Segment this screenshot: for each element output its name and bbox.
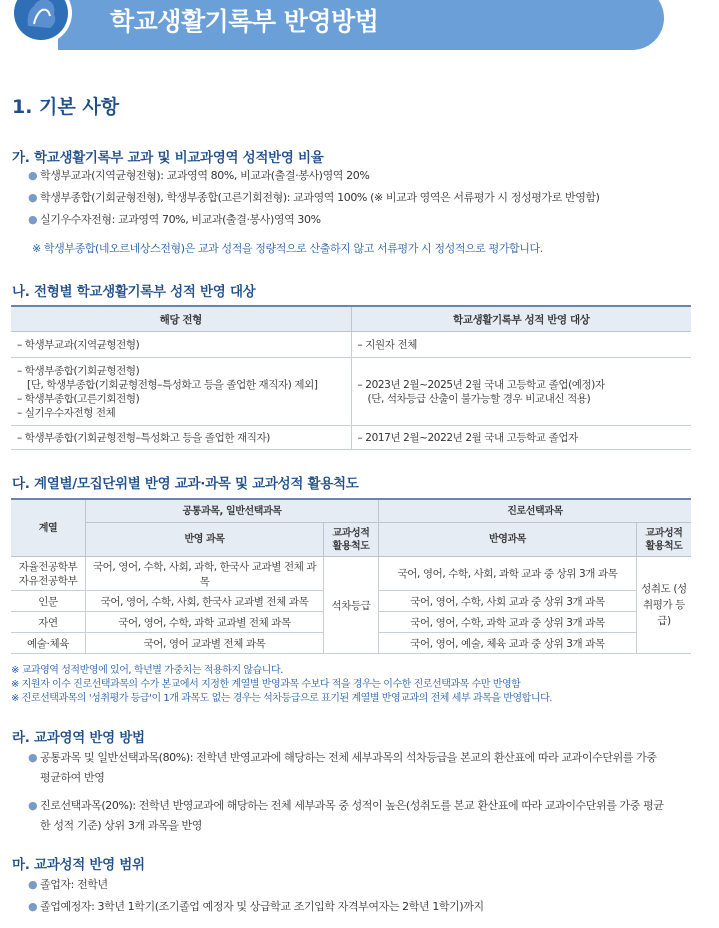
section-heading: 1. 기본 사항 bbox=[12, 96, 120, 118]
bullet-icon: ● bbox=[28, 900, 38, 913]
table-cell: 국어, 영어, 수학, 사회, 과학 교과 중 상위 3개 과목 bbox=[379, 557, 637, 591]
subsection-heading-e: 마. 교과성적 반영 범위 bbox=[12, 857, 145, 873]
column-group-header: 공통과목, 일반선택과목 bbox=[85, 499, 378, 523]
list-item: ● 진로선택과목(20%): 전학년 반영교과에 해당하는 전체 세부과목 중 성적이 높은(성취도를 본교 환산표에 따라 교과이수단위를 가중 평균한 성적 기준) 상위 3개 과목을 반영 bbox=[28, 796, 664, 836]
bullet-icon: ● bbox=[28, 191, 38, 204]
table-cell: 국어, 영어, 수학, 사회, 한국사 교과별 전체 과목 bbox=[85, 591, 323, 612]
list-item: ● 실기우수자전형: 교과영역 70%, 비교과(출결·봉사)영역 30% bbox=[28, 209, 600, 231]
list-item: ● 학생부종합(기회균형전형), 학생부종합(고른기회전형): 교과영역 100% (※ 비교과 영역은 서류평가 시 정성평가로 반영함) bbox=[28, 187, 600, 209]
table-cell: – 학생부종합(기회균형전형–특성화고 등을 졸업한 재직자) bbox=[11, 426, 351, 450]
bullet-icon: ● bbox=[28, 878, 38, 891]
list-item: ● 졸업예정자: 3학년 1학기(조기졸업 예정자 및 상급학교 조기입학 자격부여자는 2학년 1학기)까지 bbox=[28, 896, 484, 918]
scale-cell: 성취도 (성취평가 등급) bbox=[636, 557, 691, 654]
table-cell: – 지원자 전체 bbox=[351, 332, 691, 358]
bullet-icon: ● bbox=[28, 799, 38, 812]
table-row bbox=[11, 358, 691, 426]
note-text: ※ 진로선택과목의 '성취평가 등급'이 1개 과목도 없는 경우는 석차등급으로 표기된 계열별 반영교과의 전체 세부 과목을 반영합니다. bbox=[11, 693, 553, 704]
page-title: 학교생활기록부 반영방법 bbox=[110, 7, 379, 36]
column-header: 반영과목 bbox=[379, 523, 637, 557]
header-banner bbox=[0, 0, 719, 56]
scale-cell: 석차등급 bbox=[324, 557, 379, 654]
column-header: 교과성적 활용척도 bbox=[324, 523, 379, 557]
bullet-icon: ● bbox=[28, 751, 38, 764]
list-item: ● 공통과목 및 일반선택과목(80%): 전학년 반영교과에 해당하는 전체 세부과목의 석차등급을 본교의 환산표에 따라 교과이수단위를 가중 평균하여 반영 bbox=[28, 748, 664, 788]
table-header-row bbox=[11, 523, 691, 557]
subsection-heading-c: 다. 계열별/모집단위별 반영 교과·과목 및 교과성적 활용척도 bbox=[12, 476, 359, 492]
ratio-list bbox=[28, 165, 600, 231]
row-label: 자율전공학부 자유전공학부 bbox=[11, 557, 85, 591]
column-header: 해당 전형 bbox=[11, 306, 351, 332]
list-item: ● 졸업자: 전학년 bbox=[28, 874, 484, 896]
note-text: ※ 교과영역 성적반영에 있어, 학년별 가중치는 적용하지 않습니다. bbox=[11, 665, 283, 676]
note-text: ※ 지원자 이수 진로선택과목의 수가 본교에서 지정한 계열별 반영과목 수보다 적을 경우는 이수한 진로선택과목 수만 반영함 bbox=[11, 679, 521, 690]
bullet-icon: ● bbox=[28, 213, 38, 226]
table-header-row bbox=[11, 499, 691, 523]
row-label: 자연 bbox=[11, 612, 85, 633]
table-cell: – 학생부종합(기회균형전형) [단, 학생부종합(기회균형전형–특성화고 등을 졸업한 재직자) 제외] – 학생부종합(고른기회전형) – 실기우수자전형 전체 bbox=[11, 358, 351, 426]
target-table bbox=[11, 305, 691, 450]
method-list bbox=[28, 748, 664, 844]
column-group-header: 진로선택과목 bbox=[379, 499, 692, 523]
table-cell: 국어, 영어, 수학, 과학 교과별 전체 과목 bbox=[85, 612, 323, 633]
table-notes bbox=[11, 664, 552, 706]
table-cell: 국어, 영어, 예술, 체육 교과 중 상위 3개 과목 bbox=[379, 633, 637, 654]
subsection-heading-b: 나. 전형별 학교생활기록부 성적 반영 대상 bbox=[12, 284, 256, 300]
bullet-icon: ● bbox=[28, 169, 38, 182]
subsection-heading-a: 가. 학교생활기록부 교과 및 비교과영역 성적반영 비율 bbox=[12, 150, 324, 166]
subjects-table bbox=[11, 498, 691, 654]
table-row bbox=[11, 332, 691, 358]
row-label: 예술·체육 bbox=[11, 633, 85, 654]
column-header: 반영 과목 bbox=[85, 523, 323, 557]
list-item: ● 학생부교과(지역균형전형): 교과영역 80%, 비교과(출결·봉사)영역 20% bbox=[28, 165, 600, 187]
column-header: 학교생활기록부 성적 반영 대상 bbox=[351, 306, 691, 332]
table-cell: – 학생부교과(지역균형전형) bbox=[11, 332, 351, 358]
table-header-row bbox=[11, 306, 691, 332]
column-header: 계열 bbox=[11, 499, 85, 557]
table-cell: – 2023년 2월~2025년 2월 국내 고등학교 졸업(예정)자 (단, 석차등급 산출이 불가능할 경우 비교내신 적용) bbox=[351, 358, 691, 426]
table-cell: 국어, 영어, 수학, 사회 교과 중 상위 3개 과목 bbox=[379, 591, 637, 612]
table-cell: – 2017년 2월~2022년 2월 국내 고등학교 졸업자 bbox=[351, 426, 691, 450]
table-row bbox=[11, 426, 691, 450]
table-row bbox=[11, 557, 691, 591]
range-list bbox=[28, 874, 484, 918]
column-header: 교과성적 활용척도 bbox=[636, 523, 691, 557]
table-cell: 국어, 영어, 수학, 사회, 과학, 한국사 교과별 전체 과목 bbox=[85, 557, 323, 591]
note-text: ※ 학생부종합(네오르네상스전형)은 교과 성적을 정량적으로 산출하지 않고 서류평가 시 정성적으로 평가합니다. bbox=[32, 242, 543, 255]
subsection-heading-d: 라. 교과영역 반영 방법 bbox=[12, 730, 145, 746]
table-cell: 국어, 영어 교과별 전체 과목 bbox=[85, 633, 323, 654]
table-cell: 국어, 영어, 수학, 과학 교과 중 상위 3개 과목 bbox=[379, 612, 637, 633]
row-label: 인문 bbox=[11, 591, 85, 612]
